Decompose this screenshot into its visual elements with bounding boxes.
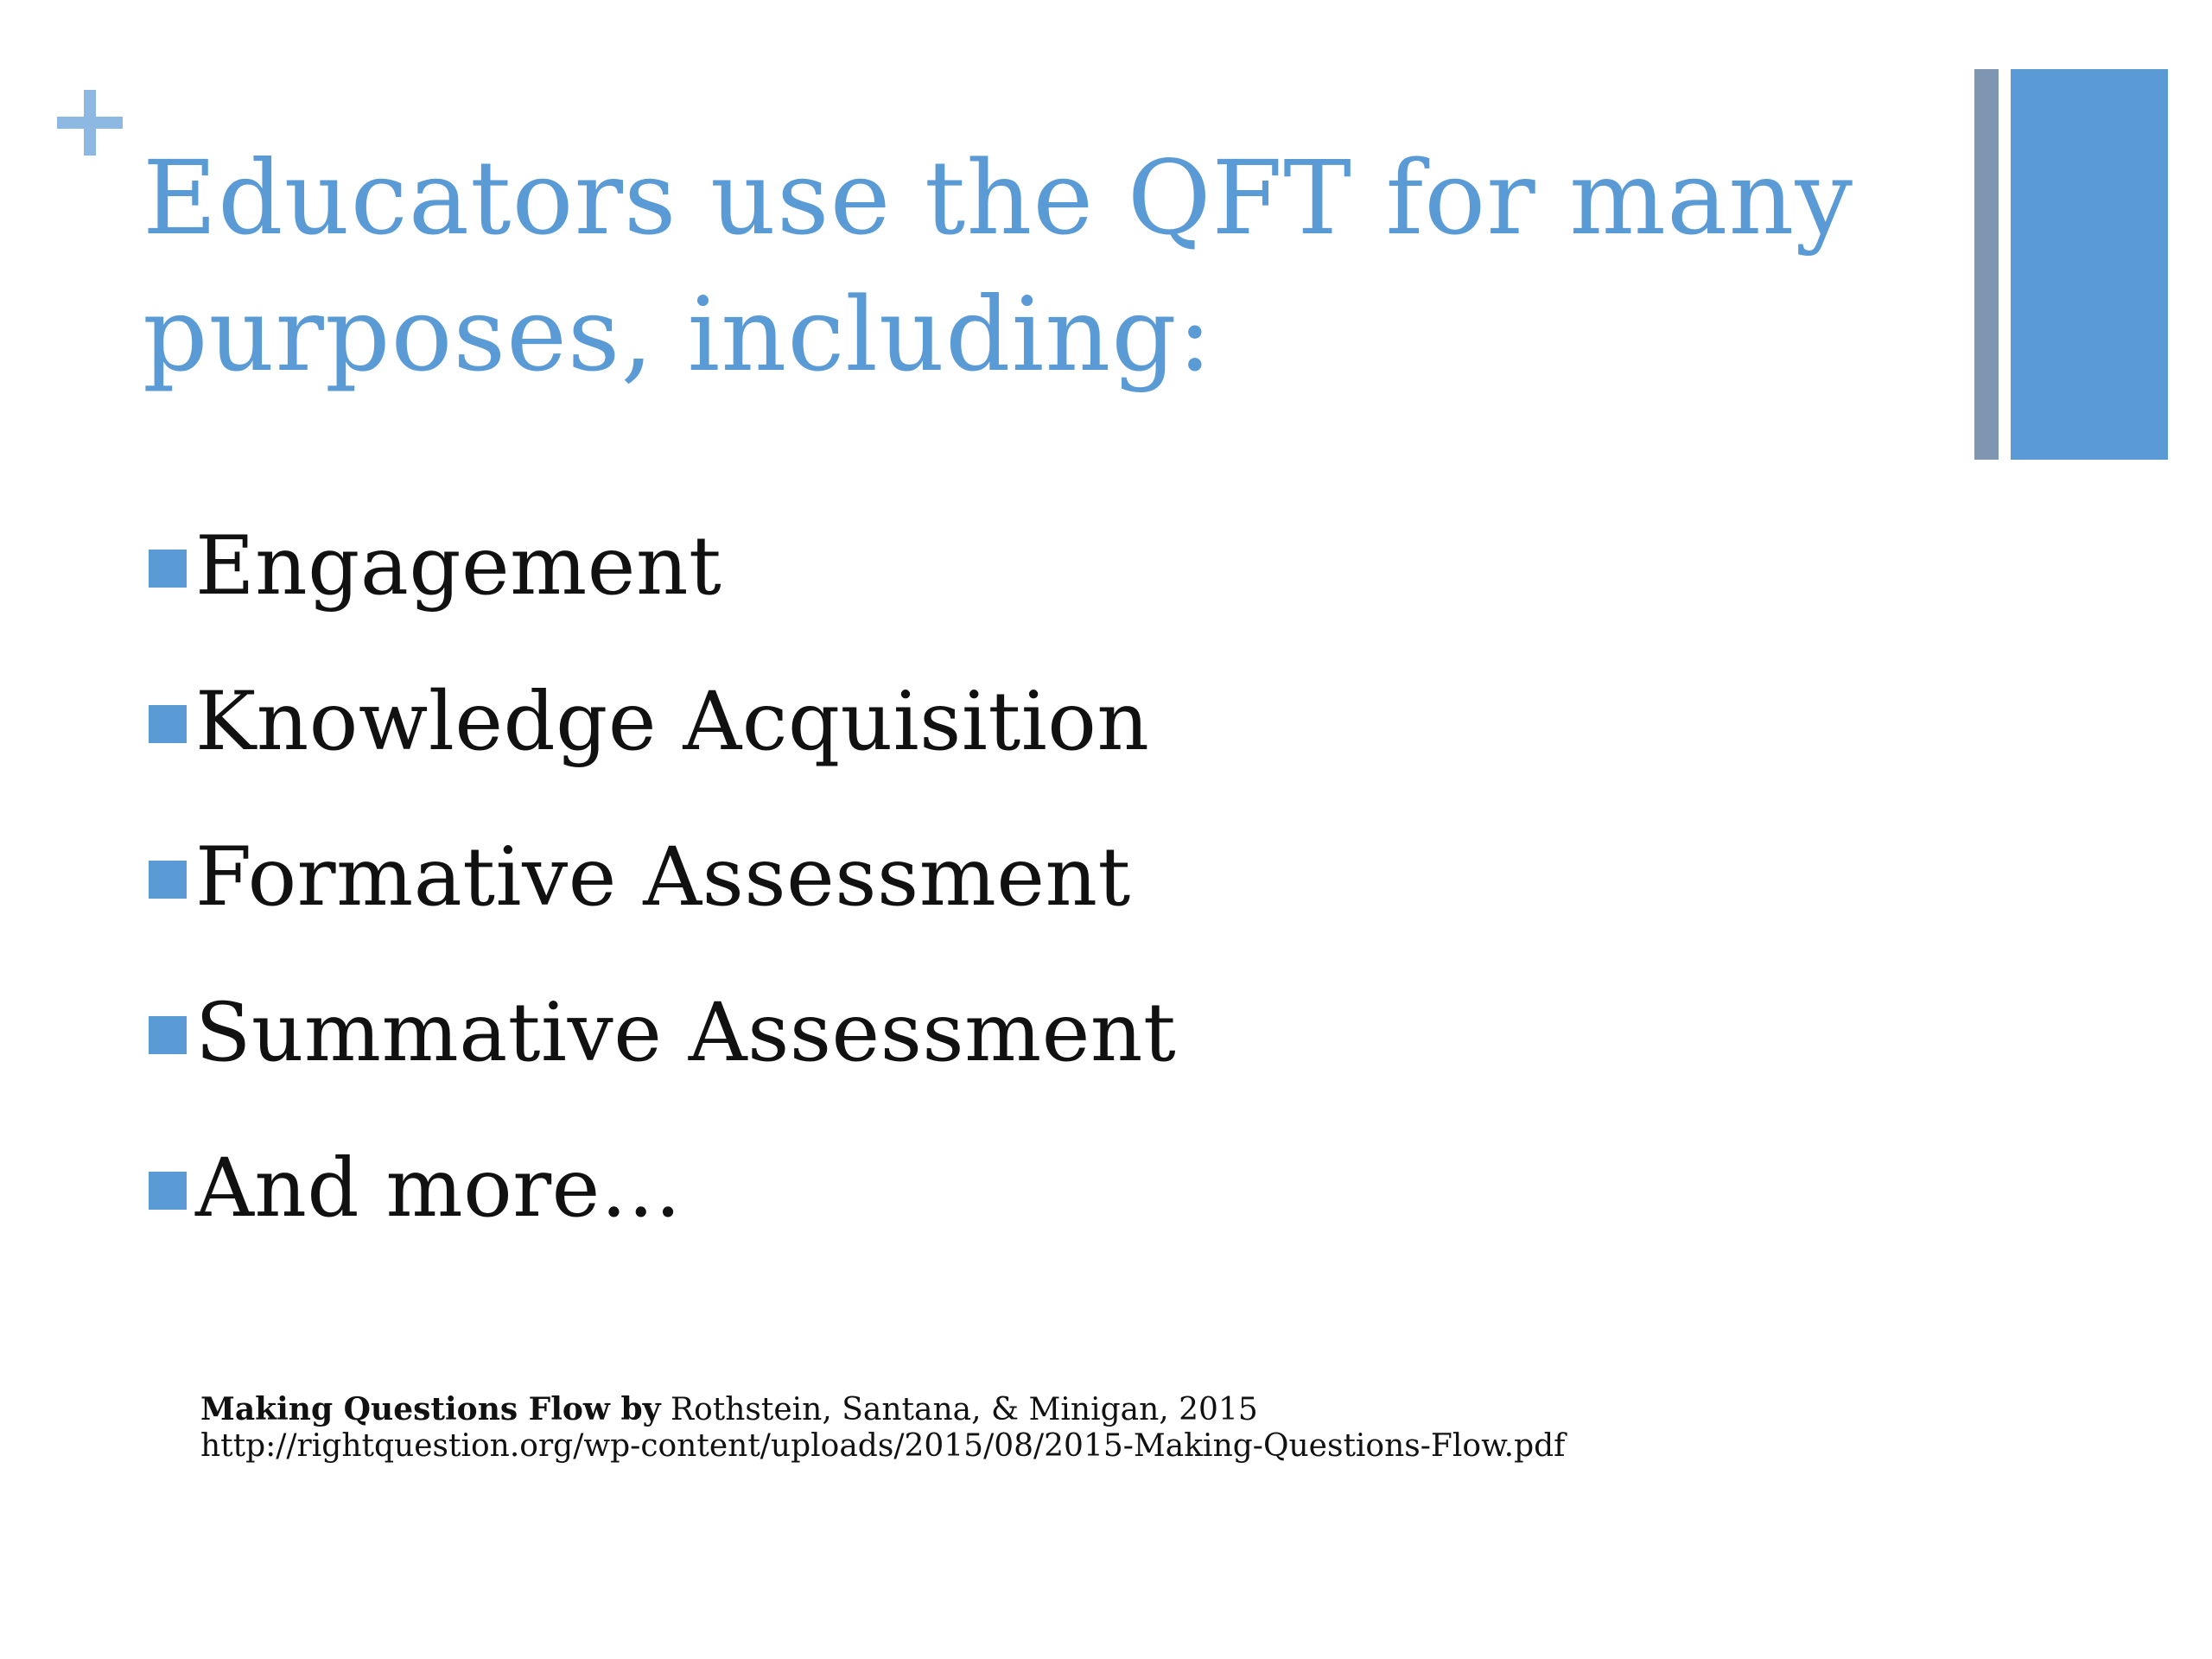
citation-title: Making Questions Flow by <box>200 1391 661 1427</box>
bullet-item <box>149 488 1176 644</box>
citation-authors: Rothstein, Santana, & Minigan, 2015 <box>660 1392 1258 1427</box>
decorative-bar-thin <box>1974 69 1999 460</box>
bullet-text: Engagement <box>195 518 722 613</box>
bullet-text: Formative Assessment <box>195 830 1131 925</box>
citation-source <box>200 1391 1565 1428</box>
bullet-item <box>149 644 1176 799</box>
decorative-bar-wide <box>2011 69 2168 460</box>
bullet-text: Knowledge Acquisition <box>195 674 1150 769</box>
bullet-item <box>149 955 1176 1110</box>
square-bullet-icon <box>149 1172 187 1210</box>
bullet-text: Summative Assessment <box>195 985 1177 1080</box>
citation-url: http://rightquestion.org/wp-content/uploads/2015/08/2015-Making-Questions-Flow.pdf <box>200 1428 1566 1464</box>
citation <box>200 1391 1565 1465</box>
bullet-text: And more… <box>195 1141 683 1236</box>
bullet-item <box>149 1110 1176 1266</box>
bullet-item <box>149 799 1176 955</box>
bullet-list <box>149 488 1176 1266</box>
slide-title: Educators use the QFT for many purposes, including: <box>143 138 1854 394</box>
plus-icon <box>57 90 123 156</box>
square-bullet-icon <box>149 861 187 899</box>
square-bullet-icon <box>149 1016 187 1054</box>
square-bullet-icon <box>149 550 187 588</box>
square-bullet-icon <box>149 705 187 743</box>
